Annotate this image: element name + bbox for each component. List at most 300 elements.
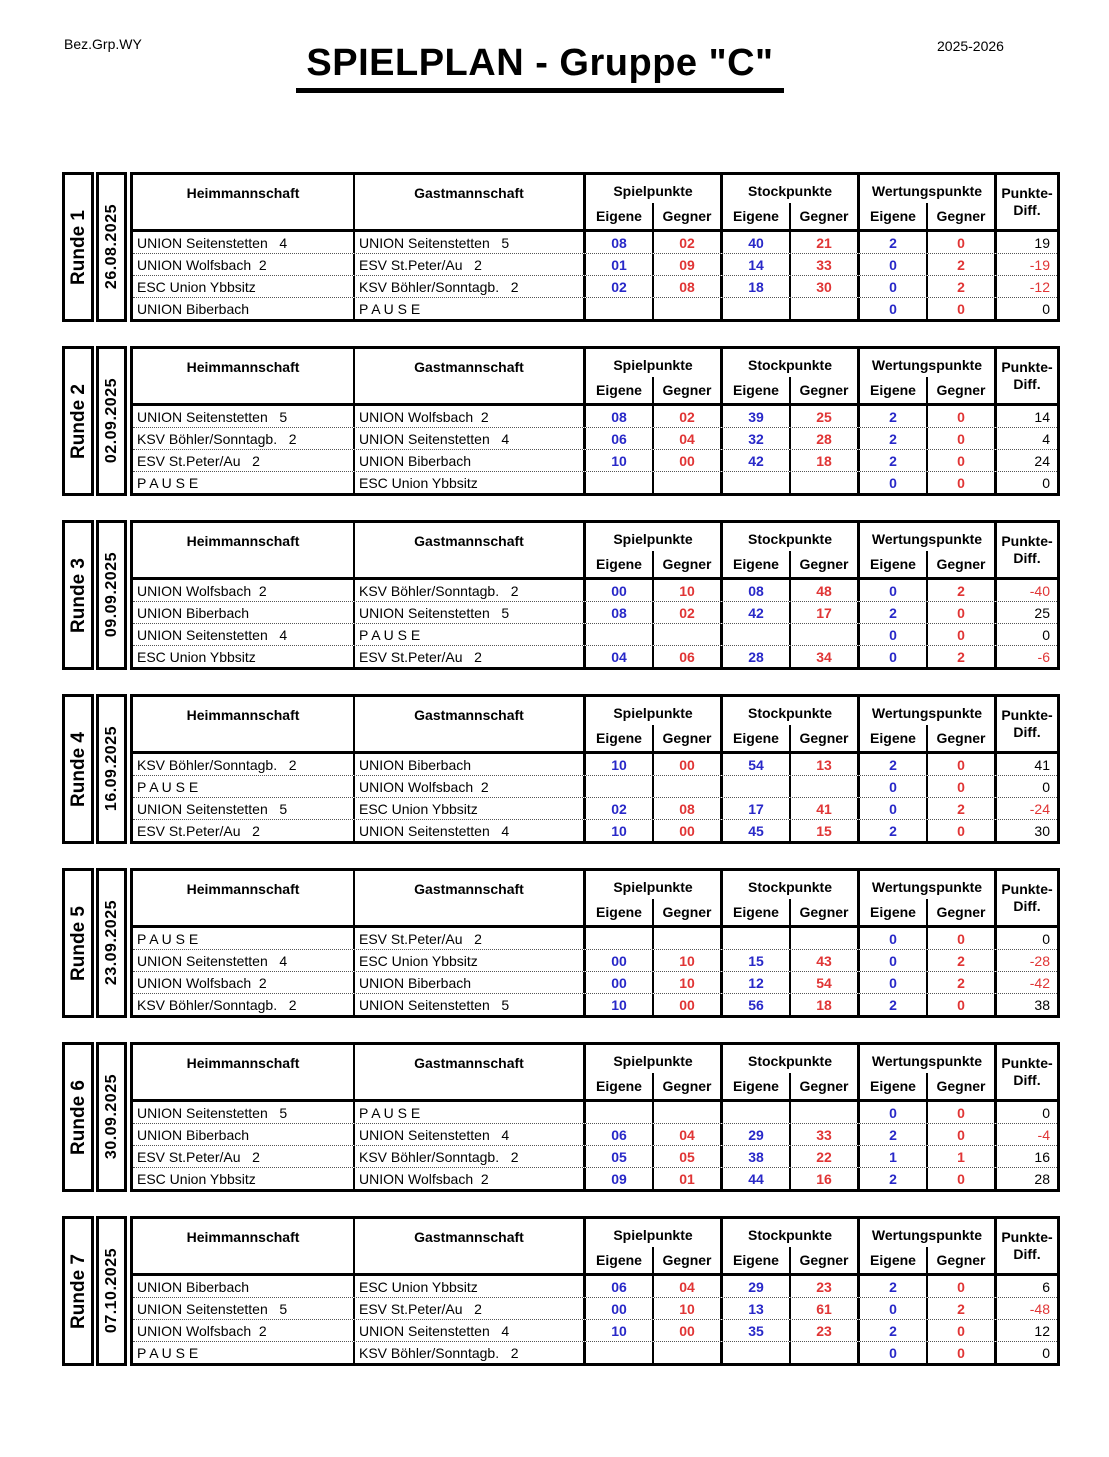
punkte-diff-line2: Diff. — [1013, 1246, 1041, 1262]
table-header-row — [133, 349, 1057, 406]
wertungspunkte-eigene-cell: 2 — [860, 428, 928, 449]
wertungspunkte-gegner-label: Gegner — [936, 904, 986, 920]
stockpunkte-gegner-cell: 18 — [791, 994, 860, 1015]
spielpunkte-eigene-label: Eigene — [586, 377, 654, 403]
wertungspunkte-gegner-cell: 2 — [928, 972, 997, 993]
punkte-diff-cell: -19 — [1029, 256, 1050, 273]
home-team-cell: UNION Seitenstetten 4 — [133, 624, 355, 645]
punkte-diff-cell: 16 — [1034, 1148, 1050, 1165]
stockpunkte-gegner-cell — [791, 928, 860, 949]
punkte-diff-cell: 0 — [1042, 626, 1050, 643]
guest-team-cell: P A U S E — [355, 624, 586, 645]
stockpunkte-eigene-cell: 42 — [723, 602, 791, 623]
header-group-stockpunkte — [723, 349, 860, 403]
home-team-cell: ESC Union Ybbsitz — [133, 276, 355, 297]
spielpunkte-gegner-label: Gegner — [662, 1078, 712, 1094]
stockpunkte-gegner-cell — [791, 1342, 860, 1363]
stockpunkte-label: Stockpunkte — [747, 879, 832, 895]
spielpunkte-label: Spielpunkte — [613, 1227, 693, 1243]
wertungspunkte-gegner-cell: 0 — [928, 450, 997, 471]
wertungspunkte-eigene-cell: 2 — [860, 1276, 928, 1297]
round-date-box — [96, 520, 127, 670]
match-row — [133, 971, 1057, 993]
round-date: 09.09.2025 — [102, 552, 120, 638]
round-date: 07.10.2025 — [102, 1248, 120, 1334]
table-body — [133, 928, 1057, 1015]
stockpunkte-eigene-cell: 42 — [723, 450, 791, 471]
header-home-team: Heimmannschaft — [133, 1219, 355, 1273]
wertungspunkte-label: Wertungspunkte — [871, 531, 983, 547]
wertungspunkte-eigene-label: Eigene — [860, 203, 928, 229]
match-row — [133, 754, 1057, 775]
round-block — [62, 868, 1060, 1018]
match-row — [133, 406, 1057, 427]
spielpunkte-gegner-label: Gegner — [662, 1252, 712, 1268]
round-date-box — [96, 172, 127, 322]
round-label: Runde 1 — [67, 209, 89, 285]
match-row — [133, 1167, 1057, 1189]
home-team-cell: UNION Biberbach — [133, 602, 355, 623]
stockpunkte-eigene-cell: 45 — [723, 820, 791, 841]
guest-team-cell: KSV Böhler/Sonntagb. 2 — [355, 276, 586, 297]
spielpunkte-label: Spielpunkte — [613, 705, 693, 721]
punkte-diff-cell: 19 — [1034, 234, 1050, 251]
match-row — [133, 1319, 1057, 1341]
header-home-team: Heimmannschaft — [133, 871, 355, 925]
wertungspunkte-eigene-cell: 2 — [860, 1124, 928, 1145]
wertungspunkte-eigene-cell: 2 — [860, 1320, 928, 1341]
stockpunkte-eigene-cell: 14 — [723, 254, 791, 275]
round-label: Runde 6 — [67, 1079, 89, 1155]
round-date-box — [96, 868, 127, 1018]
table-header-row — [133, 1219, 1057, 1276]
punkte-diff-cell: -12 — [1029, 278, 1050, 295]
home-team-cell: UNION Seitenstetten 5 — [133, 1298, 355, 1319]
header-home-team: Heimmannschaft — [133, 175, 355, 229]
stockpunkte-eigene-cell: 28 — [723, 646, 791, 667]
wertungspunkte-eigene-cell: 0 — [860, 1342, 928, 1363]
spielpunkte-gegner-cell — [654, 1342, 723, 1363]
home-team-cell: UNION Seitenstetten 4 — [133, 950, 355, 971]
spielpunkte-eigene-cell: 08 — [586, 406, 654, 427]
stockpunkte-gegner-cell: 23 — [791, 1276, 860, 1297]
wertungspunkte-eigene-cell: 0 — [860, 928, 928, 949]
spielpunkte-eigene-cell — [586, 928, 654, 949]
spielpunkte-eigene-cell: 02 — [586, 276, 654, 297]
wertungspunkte-gegner-label: Gegner — [936, 1078, 986, 1094]
home-team-cell: UNION Biberbach — [133, 1124, 355, 1145]
spielpunkte-label: Spielpunkte — [613, 357, 693, 373]
punkte-diff-cell: 0 — [1042, 1344, 1050, 1361]
stockpunkte-eigene-cell: 29 — [723, 1276, 791, 1297]
wertungspunkte-eigene-cell: 0 — [860, 580, 928, 601]
home-team-cell: ESV St.Peter/Au 2 — [133, 1146, 355, 1167]
spielpunkte-eigene-cell — [586, 776, 654, 797]
home-team-cell: ESC Union Ybbsitz — [133, 646, 355, 667]
stockpunkte-eigene-label: Eigene — [723, 551, 791, 577]
punkte-diff-cell: 24 — [1034, 452, 1050, 469]
round-label-box — [62, 346, 94, 496]
wertungspunkte-eigene-cell: 0 — [860, 972, 928, 993]
wertungspunkte-eigene-cell: 0 — [860, 950, 928, 971]
header-group-spielpunkte — [586, 1045, 723, 1099]
table-header-row — [133, 697, 1057, 754]
match-row — [133, 1123, 1057, 1145]
spielpunkte-eigene-cell — [586, 624, 654, 645]
guest-team-cell: P A U S E — [355, 298, 586, 319]
round-date-box — [96, 1216, 127, 1366]
stockpunkte-gegner-cell: 22 — [791, 1146, 860, 1167]
spielpunkte-gegner-cell: 02 — [654, 232, 723, 253]
stockpunkte-gegner-cell: 18 — [791, 450, 860, 471]
guest-team-cell: KSV Böhler/Sonntagb. 2 — [355, 580, 586, 601]
wertungspunkte-gegner-cell: 2 — [928, 1298, 997, 1319]
stockpunkte-eigene-cell — [723, 298, 791, 319]
page-title: SPIELPLAN - Gruppe "C" — [296, 42, 783, 93]
punkte-diff-cell: -4 — [1037, 1126, 1050, 1143]
round-label: Runde 5 — [67, 905, 89, 981]
spielpunkte-eigene-cell: 06 — [586, 1276, 654, 1297]
wertungspunkte-gegner-cell: 1 — [928, 1146, 997, 1167]
header-group-wertungspunkte — [860, 1045, 997, 1099]
wertungspunkte-eigene-label: Eigene — [860, 725, 928, 751]
spielpunkte-gegner-cell: 10 — [654, 950, 723, 971]
header-guest-team: Gastmannschaft — [355, 871, 586, 925]
home-team-cell: UNION Wolfsbach 2 — [133, 254, 355, 275]
header-home-team: Heimmannschaft — [133, 1045, 355, 1099]
spielpunkte-eigene-cell — [586, 298, 654, 319]
spielpunkte-eigene-label: Eigene — [586, 551, 654, 577]
stockpunkte-eigene-label: Eigene — [723, 1073, 791, 1099]
match-row — [133, 297, 1057, 319]
spielpunkte-gegner-cell: 04 — [654, 428, 723, 449]
rounds-container — [62, 172, 1060, 1390]
header-punkte-diff — [997, 697, 1057, 751]
match-table — [130, 1042, 1060, 1192]
wertungspunkte-gegner-cell: 2 — [928, 950, 997, 971]
guest-team-cell: UNION Seitenstetten 4 — [355, 1320, 586, 1341]
spielpunkte-gegner-cell: 10 — [654, 972, 723, 993]
stockpunkte-label: Stockpunkte — [747, 531, 832, 547]
stockpunkte-gegner-cell: 21 — [791, 232, 860, 253]
stockpunkte-eigene-cell — [723, 1102, 791, 1123]
home-team-cell: UNION Seitenstetten 4 — [133, 232, 355, 253]
header-group-spielpunkte — [586, 871, 723, 925]
match-row — [133, 601, 1057, 623]
wertungspunkte-gegner-cell: 0 — [928, 428, 997, 449]
spielpunkte-gegner-cell — [654, 298, 723, 319]
stockpunkte-gegner-cell: 41 — [791, 798, 860, 819]
home-team-cell: UNION Wolfsbach 2 — [133, 1320, 355, 1341]
stockpunkte-eigene-cell: 40 — [723, 232, 791, 253]
guest-team-cell: ESC Union Ybbsitz — [355, 1276, 586, 1297]
wertungspunkte-eigene-cell: 2 — [860, 1168, 928, 1189]
spielpunkte-gegner-cell: 01 — [654, 1168, 723, 1189]
wertungspunkte-eigene-cell: 0 — [860, 798, 928, 819]
match-table — [130, 1216, 1060, 1366]
stockpunkte-eigene-label: Eigene — [723, 725, 791, 751]
wertungspunkte-eigene-label: Eigene — [860, 899, 928, 925]
punkte-diff-cell: 25 — [1034, 604, 1050, 621]
spielpunkte-eigene-cell: 04 — [586, 646, 654, 667]
spielpunkte-eigene-cell: 00 — [586, 972, 654, 993]
wertungspunkte-label: Wertungspunkte — [871, 879, 983, 895]
stockpunkte-gegner-label: Gegner — [799, 556, 849, 572]
header-group-spielpunkte — [586, 697, 723, 751]
home-team-cell: UNION Biberbach — [133, 298, 355, 319]
stockpunkte-gegner-cell: 13 — [791, 754, 860, 775]
stockpunkte-gegner-cell: 25 — [791, 406, 860, 427]
guest-team-cell: ESC Union Ybbsitz — [355, 950, 586, 971]
home-team-cell: KSV Böhler/Sonntagb. 2 — [133, 754, 355, 775]
spielpunkte-eigene-cell: 05 — [586, 1146, 654, 1167]
stockpunkte-eigene-cell: 54 — [723, 754, 791, 775]
spielpunkte-eigene-label: Eigene — [586, 203, 654, 229]
wertungspunkte-eigene-cell: 2 — [860, 820, 928, 841]
spielpunkte-eigene-cell: 10 — [586, 450, 654, 471]
spielpunkte-eigene-label: Eigene — [586, 1247, 654, 1273]
match-row — [133, 1341, 1057, 1363]
header-group-stockpunkte — [723, 1219, 860, 1273]
stockpunkte-gegner-label: Gegner — [799, 1252, 849, 1268]
stockpunkte-gegner-cell — [791, 776, 860, 797]
spielpunkte-gegner-cell: 06 — [654, 646, 723, 667]
stockpunkte-eigene-cell: 12 — [723, 972, 791, 993]
round-date-box — [96, 1042, 127, 1192]
guest-team-cell: ESC Union Ybbsitz — [355, 472, 586, 493]
punkte-diff-line2: Diff. — [1013, 550, 1041, 566]
match-row — [133, 819, 1057, 841]
stockpunkte-eigene-cell: 29 — [723, 1124, 791, 1145]
wertungspunkte-gegner-label: Gegner — [936, 1252, 986, 1268]
spielpunkte-eigene-cell: 06 — [586, 1124, 654, 1145]
round-date: 26.08.2025 — [102, 204, 120, 290]
spielpunkte-gegner-cell: 00 — [654, 994, 723, 1015]
wertungspunkte-eigene-label: Eigene — [860, 1073, 928, 1099]
header-punkte-diff — [997, 523, 1057, 577]
match-row — [133, 1276, 1057, 1297]
guest-team-cell: UNION Seitenstetten 5 — [355, 994, 586, 1015]
stockpunkte-eigene-cell — [723, 624, 791, 645]
punkte-diff-line1: Punkte- — [1001, 184, 1053, 201]
round-date: 02.09.2025 — [102, 378, 120, 464]
round-date: 30.09.2025 — [102, 1074, 120, 1160]
page-title-wrap — [0, 42, 1080, 93]
match-row — [133, 471, 1057, 493]
wertungspunkte-eigene-label: Eigene — [860, 1247, 928, 1273]
table-header-row — [133, 1045, 1057, 1102]
spielpunkte-eigene-cell: 08 — [586, 602, 654, 623]
round-label-box — [62, 1042, 94, 1192]
guest-team-cell: ESV St.Peter/Au 2 — [355, 928, 586, 949]
stockpunkte-eigene-cell: 44 — [723, 1168, 791, 1189]
match-row — [133, 232, 1057, 253]
header-group-spielpunkte — [586, 349, 723, 403]
table-body — [133, 406, 1057, 493]
home-team-cell: ESV St.Peter/Au 2 — [133, 820, 355, 841]
header-group-wertungspunkte — [860, 175, 997, 229]
match-row — [133, 928, 1057, 949]
spielpunkte-eigene-cell: 02 — [586, 798, 654, 819]
wertungspunkte-eigene-cell: 2 — [860, 754, 928, 775]
stockpunkte-eigene-cell — [723, 1342, 791, 1363]
stockpunkte-eigene-cell — [723, 776, 791, 797]
wertungspunkte-gegner-cell: 0 — [928, 1168, 997, 1189]
stockpunkte-gegner-cell: 33 — [791, 254, 860, 275]
home-team-cell: P A U S E — [133, 1342, 355, 1363]
stockpunkte-gegner-cell: 33 — [791, 1124, 860, 1145]
punkte-diff-cell: -24 — [1029, 800, 1050, 817]
header-group-stockpunkte — [723, 175, 860, 229]
punkte-diff-cell: 0 — [1042, 778, 1050, 795]
guest-team-cell: UNION Seitenstetten 5 — [355, 602, 586, 623]
spielpunkte-gegner-label: Gegner — [662, 904, 712, 920]
stockpunkte-eigene-cell: 15 — [723, 950, 791, 971]
stockpunkte-eigene-label: Eigene — [723, 1247, 791, 1273]
wertungspunkte-gegner-cell: 0 — [928, 1102, 997, 1123]
header-guest-team: Gastmannschaft — [355, 1219, 586, 1273]
round-label: Runde 4 — [67, 731, 89, 807]
guest-team-cell: UNION Biberbach — [355, 450, 586, 471]
punkte-diff-cell: 12 — [1034, 1322, 1050, 1339]
punkte-diff-cell: 14 — [1034, 408, 1050, 425]
punkte-diff-cell: 38 — [1034, 996, 1050, 1013]
punkte-diff-cell: 0 — [1042, 474, 1050, 491]
punkte-diff-cell: -48 — [1029, 1300, 1050, 1317]
match-row — [133, 580, 1057, 601]
wertungspunkte-eigene-cell: 0 — [860, 776, 928, 797]
match-row — [133, 253, 1057, 275]
guest-team-cell: KSV Böhler/Sonntagb. 2 — [355, 1146, 586, 1167]
wertungspunkte-gegner-cell: 0 — [928, 1320, 997, 1341]
punkte-diff-line1: Punkte- — [1001, 1054, 1053, 1071]
guest-team-cell: ESC Union Ybbsitz — [355, 798, 586, 819]
punkte-diff-cell: 4 — [1042, 430, 1050, 447]
wertungspunkte-eigene-label: Eigene — [860, 377, 928, 403]
wertungspunkte-gegner-cell: 0 — [928, 994, 997, 1015]
stockpunkte-gegner-cell: 34 — [791, 646, 860, 667]
match-row — [133, 993, 1057, 1015]
guest-team-cell: UNION Wolfsbach 2 — [355, 776, 586, 797]
round-date-box — [96, 694, 127, 844]
wertungspunkte-label: Wertungspunkte — [871, 705, 983, 721]
spielpunkte-gegner-label: Gegner — [662, 730, 712, 746]
punkte-diff-line2: Diff. — [1013, 898, 1041, 914]
spielpunkte-gegner-cell: 00 — [654, 754, 723, 775]
wertungspunkte-gegner-cell: 2 — [928, 254, 997, 275]
wertungspunkte-eigene-cell: 1 — [860, 1146, 928, 1167]
header-group-stockpunkte — [723, 697, 860, 751]
guest-team-cell: UNION Wolfsbach 2 — [355, 406, 586, 427]
spielpunkte-eigene-cell: 08 — [586, 232, 654, 253]
header-home-team: Heimmannschaft — [133, 523, 355, 577]
round-label: Runde 7 — [67, 1253, 89, 1329]
header-punkte-diff — [997, 871, 1057, 925]
wertungspunkte-gegner-label: Gegner — [936, 556, 986, 572]
punkte-diff-line2: Diff. — [1013, 376, 1041, 392]
punkte-diff-line1: Punkte- — [1001, 706, 1053, 723]
stockpunkte-eigene-cell: 56 — [723, 994, 791, 1015]
guest-team-cell: ESV St.Peter/Au 2 — [355, 1298, 586, 1319]
spielpunkte-gegner-cell: 04 — [654, 1124, 723, 1145]
header-guest-team: Gastmannschaft — [355, 697, 586, 751]
match-row — [133, 1102, 1057, 1123]
home-team-cell: KSV Böhler/Sonntagb. 2 — [133, 994, 355, 1015]
guest-team-cell: UNION Seitenstetten 4 — [355, 1124, 586, 1145]
wertungspunkte-eigene-cell: 0 — [860, 254, 928, 275]
wertungspunkte-gegner-cell: 0 — [928, 1342, 997, 1363]
stockpunkte-eigene-label: Eigene — [723, 899, 791, 925]
stockpunkte-gegner-cell: 61 — [791, 1298, 860, 1319]
punkte-diff-cell: 28 — [1034, 1170, 1050, 1187]
stockpunkte-gegner-label: Gegner — [799, 208, 849, 224]
header-group-wertungspunkte — [860, 871, 997, 925]
match-row — [133, 949, 1057, 971]
header-group-stockpunkte — [723, 523, 860, 577]
spielpunkte-eigene-cell: 00 — [586, 580, 654, 601]
match-table — [130, 694, 1060, 844]
stockpunkte-eigene-cell: 39 — [723, 406, 791, 427]
spielpunkte-label: Spielpunkte — [613, 183, 693, 199]
round-block — [62, 520, 1060, 670]
wertungspunkte-gegner-cell: 0 — [928, 624, 997, 645]
stockpunkte-gegner-cell: 23 — [791, 1320, 860, 1341]
wertungspunkte-gegner-label: Gegner — [936, 208, 986, 224]
wertungspunkte-gegner-cell: 0 — [928, 232, 997, 253]
home-team-cell: P A U S E — [133, 928, 355, 949]
guest-team-cell: UNION Seitenstetten 4 — [355, 428, 586, 449]
spielpunkte-eigene-label: Eigene — [586, 899, 654, 925]
spielpunkte-gegner-cell — [654, 1102, 723, 1123]
match-row — [133, 797, 1057, 819]
header-group-stockpunkte — [723, 871, 860, 925]
wertungspunkte-gegner-cell: 2 — [928, 276, 997, 297]
round-block — [62, 694, 1060, 844]
stockpunkte-gegner-cell: 28 — [791, 428, 860, 449]
header-group-spielpunkte — [586, 1219, 723, 1273]
spielpunkte-label: Spielpunkte — [613, 531, 693, 547]
round-date: 23.09.2025 — [102, 900, 120, 986]
punkte-diff-line1: Punkte- — [1001, 532, 1053, 549]
wertungspunkte-gegner-cell: 0 — [928, 776, 997, 797]
stockpunkte-eigene-cell — [723, 472, 791, 493]
spielpunkte-eigene-cell: 00 — [586, 1298, 654, 1319]
stockpunkte-label: Stockpunkte — [747, 705, 832, 721]
punkte-diff-cell: 0 — [1042, 930, 1050, 947]
stockpunkte-label: Stockpunkte — [747, 1227, 832, 1243]
punkte-diff-line2: Diff. — [1013, 1072, 1041, 1088]
table-header-row — [133, 523, 1057, 580]
stockpunkte-gegner-cell — [791, 298, 860, 319]
home-team-cell: P A U S E — [133, 776, 355, 797]
stockpunkte-eigene-cell: 35 — [723, 1320, 791, 1341]
spielpunkte-gegner-cell — [654, 624, 723, 645]
header-punkte-diff — [997, 1045, 1057, 1099]
punkte-diff-line1: Punkte- — [1001, 1228, 1053, 1245]
table-body — [133, 580, 1057, 667]
wertungspunkte-eigene-cell: 0 — [860, 624, 928, 645]
round-label-box — [62, 1216, 94, 1366]
stockpunkte-gegner-cell: 30 — [791, 276, 860, 297]
header-group-spielpunkte — [586, 523, 723, 577]
spielpunkte-gegner-cell: 04 — [654, 1276, 723, 1297]
match-row — [133, 275, 1057, 297]
header-group-wertungspunkte — [860, 697, 997, 751]
wertungspunkte-eigene-cell: 2 — [860, 406, 928, 427]
punkte-diff-cell: 6 — [1042, 1278, 1050, 1295]
guest-team-cell: KSV Böhler/Sonntagb. 2 — [355, 1342, 586, 1363]
match-row — [133, 449, 1057, 471]
